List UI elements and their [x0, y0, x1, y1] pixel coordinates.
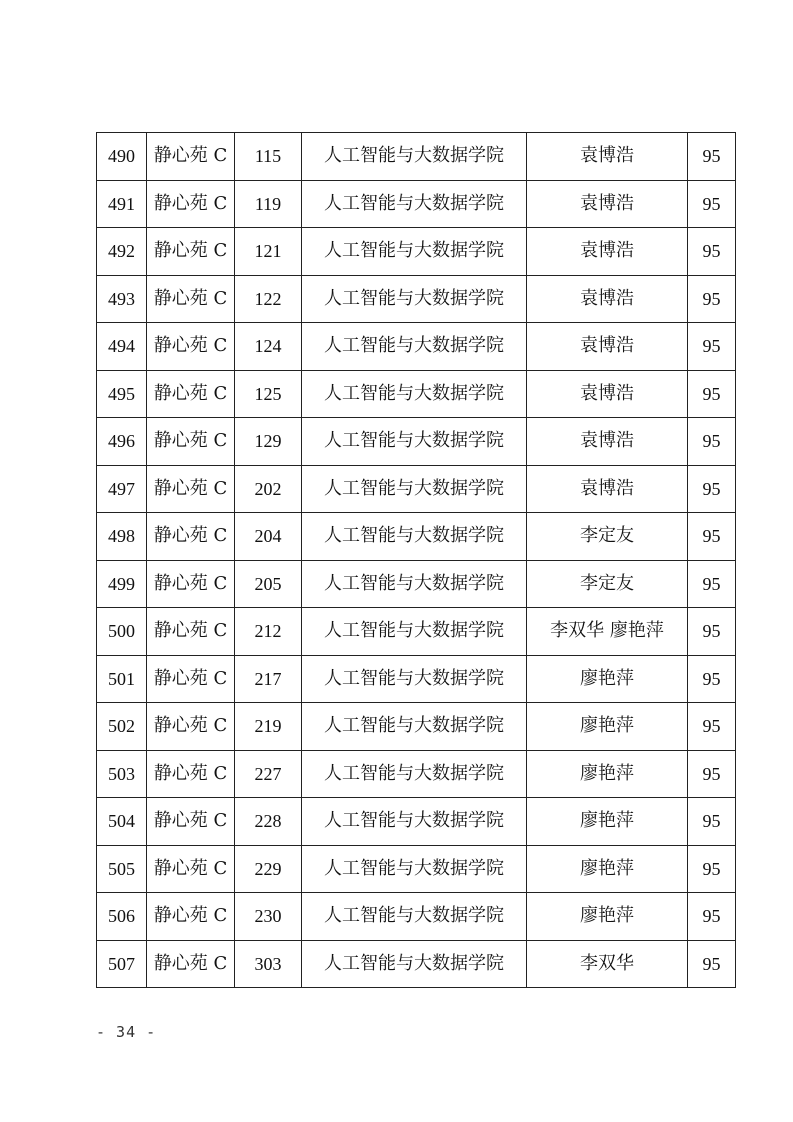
person-cell: 廖艳萍: [527, 845, 688, 893]
building-cell: 静心苑 C: [147, 940, 235, 988]
college-cell: 人工智能与大数据学院: [302, 133, 527, 181]
person-cell: 袁博浩: [527, 465, 688, 513]
room-number-cell: 115: [235, 133, 302, 181]
college-cell: 人工智能与大数据学院: [302, 513, 527, 561]
row-number-cell: 498: [97, 513, 147, 561]
college-cell: 人工智能与大数据学院: [302, 940, 527, 988]
score-cell: 95: [688, 750, 736, 798]
building-cell: 静心苑 C: [147, 750, 235, 798]
college-cell: 人工智能与大数据学院: [302, 228, 527, 276]
score-cell: 95: [688, 418, 736, 466]
person-cell: 李定友: [527, 513, 688, 561]
score-cell: 95: [688, 275, 736, 323]
room-number-cell: 125: [235, 370, 302, 418]
building-cell: 静心苑 C: [147, 465, 235, 513]
college-cell: 人工智能与大数据学院: [302, 798, 527, 846]
building-cell: 静心苑 C: [147, 703, 235, 751]
room-number-cell: 204: [235, 513, 302, 561]
page-number: - 34 -: [96, 1023, 157, 1041]
room-number-cell: 212: [235, 608, 302, 656]
room-number-cell: 219: [235, 703, 302, 751]
person-cell: 袁博浩: [527, 370, 688, 418]
building-cell: 静心苑 C: [147, 845, 235, 893]
table-row: [97, 465, 736, 513]
room-number-cell: 124: [235, 323, 302, 371]
row-number-cell: 504: [97, 798, 147, 846]
table-row: [97, 228, 736, 276]
college-cell: 人工智能与大数据学院: [302, 893, 527, 941]
row-number-cell: 490: [97, 133, 147, 181]
building-cell: 静心苑 C: [147, 323, 235, 371]
building-cell: 静心苑 C: [147, 893, 235, 941]
person-cell: 廖艳萍: [527, 703, 688, 751]
college-cell: 人工智能与大数据学院: [302, 180, 527, 228]
college-cell: 人工智能与大数据学院: [302, 750, 527, 798]
building-cell: 静心苑 C: [147, 655, 235, 703]
person-cell: 袁博浩: [527, 418, 688, 466]
score-cell: 95: [688, 798, 736, 846]
row-number-cell: 500: [97, 608, 147, 656]
table-row: [97, 560, 736, 608]
table-row: [97, 275, 736, 323]
table-row: [97, 133, 736, 181]
person-cell: 李双华: [527, 940, 688, 988]
building-cell: 静心苑 C: [147, 228, 235, 276]
building-cell: 静心苑 C: [147, 275, 235, 323]
table-row: [97, 655, 736, 703]
row-number-cell: 503: [97, 750, 147, 798]
room-number-cell: 228: [235, 798, 302, 846]
row-number-cell: 495: [97, 370, 147, 418]
room-number-cell: 129: [235, 418, 302, 466]
college-cell: 人工智能与大数据学院: [302, 323, 527, 371]
room-number-cell: 121: [235, 228, 302, 276]
person-cell: 李双华 廖艳萍: [527, 608, 688, 656]
row-number-cell: 499: [97, 560, 147, 608]
score-cell: 95: [688, 513, 736, 561]
row-number-cell: 507: [97, 940, 147, 988]
college-cell: 人工智能与大数据学院: [302, 608, 527, 656]
building-cell: 静心苑 C: [147, 180, 235, 228]
building-cell: 静心苑 C: [147, 418, 235, 466]
college-cell: 人工智能与大数据学院: [302, 465, 527, 513]
row-number-cell: 494: [97, 323, 147, 371]
table-row: [97, 703, 736, 751]
row-number-cell: 501: [97, 655, 147, 703]
building-cell: 静心苑 C: [147, 370, 235, 418]
score-cell: 95: [688, 560, 736, 608]
college-cell: 人工智能与大数据学院: [302, 370, 527, 418]
college-cell: 人工智能与大数据学院: [302, 845, 527, 893]
building-cell: 静心苑 C: [147, 133, 235, 181]
room-number-cell: 303: [235, 940, 302, 988]
college-cell: 人工智能与大数据学院: [302, 275, 527, 323]
person-cell: 袁博浩: [527, 228, 688, 276]
person-cell: 袁博浩: [527, 180, 688, 228]
room-number-cell: 122: [235, 275, 302, 323]
table-row: [97, 323, 736, 371]
college-cell: 人工智能与大数据学院: [302, 703, 527, 751]
table-body: [97, 133, 736, 988]
person-cell: 袁博浩: [527, 133, 688, 181]
score-cell: 95: [688, 228, 736, 276]
room-number-cell: 217: [235, 655, 302, 703]
score-cell: 95: [688, 370, 736, 418]
score-cell: 95: [688, 845, 736, 893]
table-row: [97, 370, 736, 418]
row-number-cell: 492: [97, 228, 147, 276]
score-cell: 95: [688, 465, 736, 513]
row-number-cell: 497: [97, 465, 147, 513]
row-number-cell: 506: [97, 893, 147, 941]
table-row: [97, 893, 736, 941]
table-row: [97, 608, 736, 656]
person-cell: 廖艳萍: [527, 750, 688, 798]
college-cell: 人工智能与大数据学院: [302, 655, 527, 703]
dormitory-score-table: [96, 132, 736, 988]
college-cell: 人工智能与大数据学院: [302, 560, 527, 608]
table-row: [97, 180, 736, 228]
building-cell: 静心苑 C: [147, 798, 235, 846]
room-number-cell: 229: [235, 845, 302, 893]
row-number-cell: 496: [97, 418, 147, 466]
table-row: [97, 750, 736, 798]
row-number-cell: 502: [97, 703, 147, 751]
room-number-cell: 205: [235, 560, 302, 608]
person-cell: 廖艳萍: [527, 893, 688, 941]
building-cell: 静心苑 C: [147, 513, 235, 561]
score-cell: 95: [688, 180, 736, 228]
room-number-cell: 227: [235, 750, 302, 798]
table-row: [97, 940, 736, 988]
room-number-cell: 119: [235, 180, 302, 228]
person-cell: 袁博浩: [527, 275, 688, 323]
table-row: [97, 845, 736, 893]
table-row: [97, 513, 736, 561]
table-row: [97, 418, 736, 466]
score-cell: 95: [688, 703, 736, 751]
row-number-cell: 491: [97, 180, 147, 228]
score-cell: 95: [688, 940, 736, 988]
row-number-cell: 505: [97, 845, 147, 893]
table-row: [97, 798, 736, 846]
building-cell: 静心苑 C: [147, 608, 235, 656]
row-number-cell: 493: [97, 275, 147, 323]
person-cell: 廖艳萍: [527, 655, 688, 703]
score-cell: 95: [688, 608, 736, 656]
person-cell: 廖艳萍: [527, 798, 688, 846]
room-number-cell: 202: [235, 465, 302, 513]
score-cell: 95: [688, 893, 736, 941]
score-cell: 95: [688, 323, 736, 371]
score-cell: 95: [688, 655, 736, 703]
score-cell: 95: [688, 133, 736, 181]
person-cell: 李定友: [527, 560, 688, 608]
building-cell: 静心苑 C: [147, 560, 235, 608]
college-cell: 人工智能与大数据学院: [302, 418, 527, 466]
room-number-cell: 230: [235, 893, 302, 941]
person-cell: 袁博浩: [527, 323, 688, 371]
